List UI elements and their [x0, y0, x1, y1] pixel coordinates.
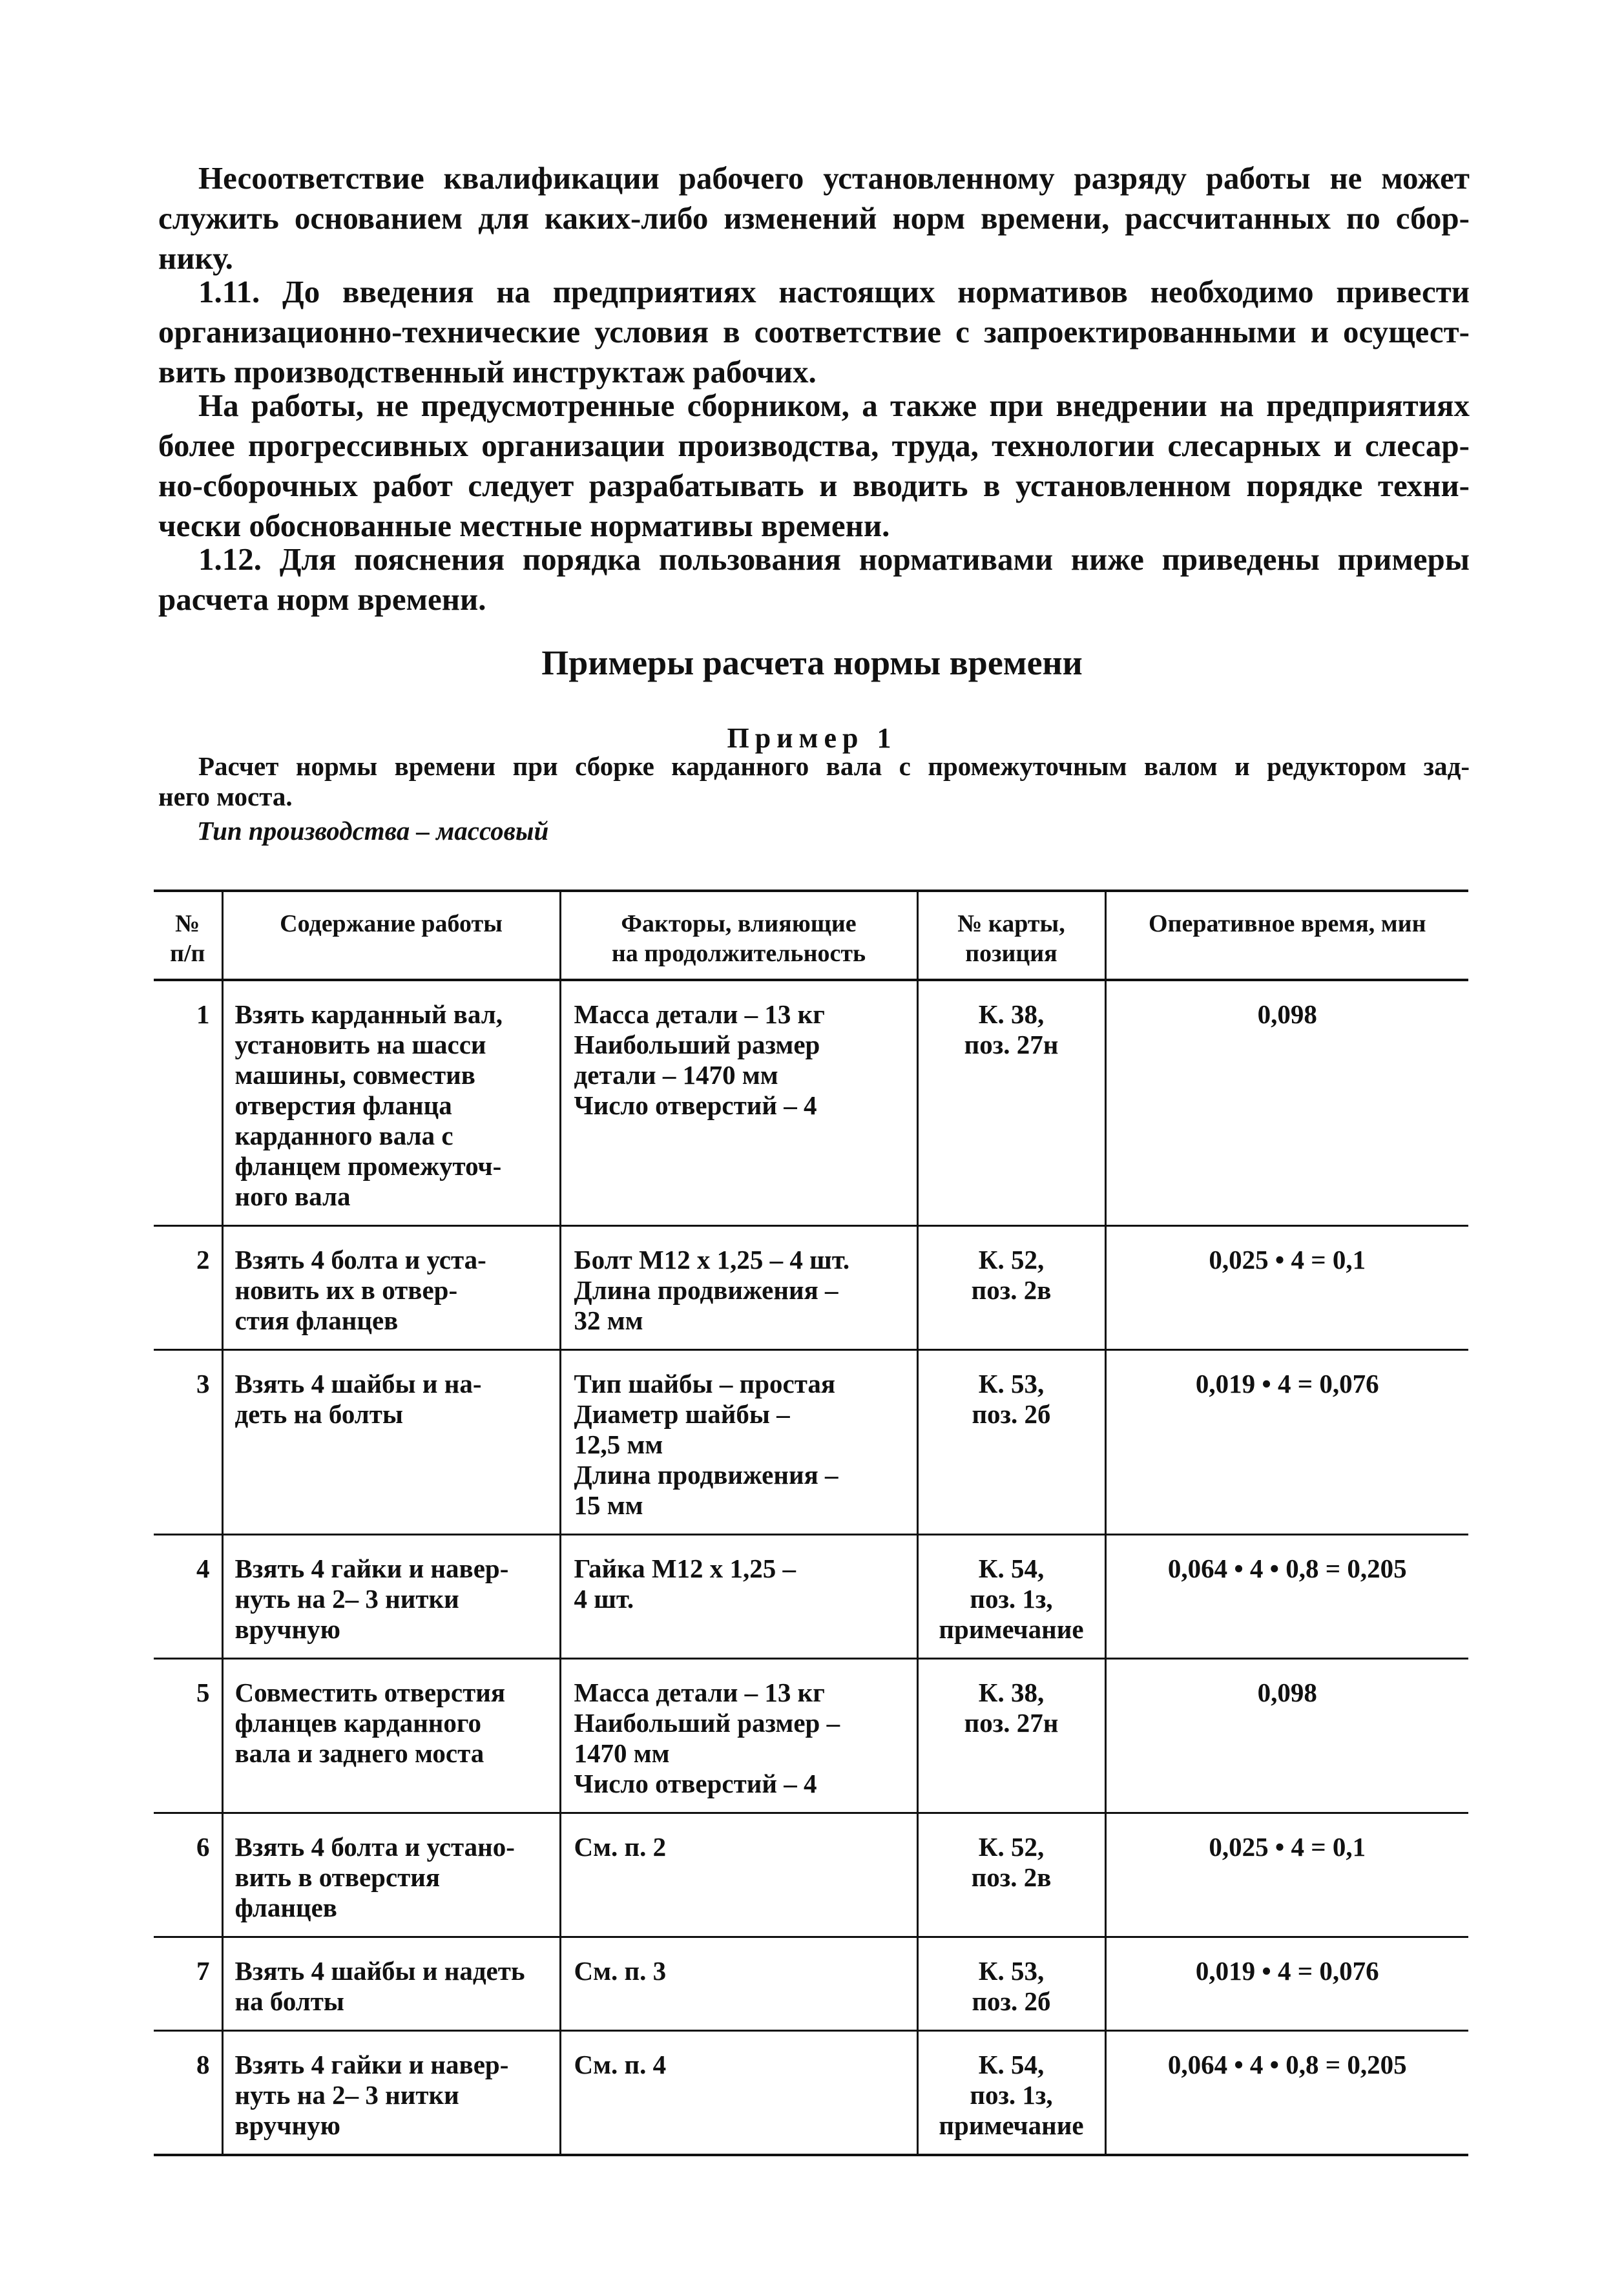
cell-work: Совместить отверстия фланцев карданного вала и заднего моста: [222, 1659, 560, 1813]
cell-work: Взять 4 болта и устано- вить в отверстия фланцев: [222, 1813, 560, 1937]
cell-num: 7: [196, 1956, 210, 1986]
cell-time: 0,064 • 4 • 0,8 = 0,205: [1105, 2031, 1468, 2156]
paragraph-1-11: [158, 272, 1470, 392]
header-factors: Факторы, влияющие на продолжительность: [560, 891, 917, 980]
table-header-row: [154, 891, 1468, 980]
cell-work: Взять карданный вал, установить на шасси машины, совместив отверстия фланца карданного вала с фланцем промежуточ- ного вала: [222, 980, 560, 1226]
cell-time: 0,064 • 4 • 0,8 = 0,205: [1105, 1535, 1468, 1659]
table-row: [154, 1226, 1468, 1350]
table-row: [154, 1813, 1468, 1937]
paragraph-line: расчета норм времени.: [158, 581, 486, 617]
table-row: [154, 1535, 1468, 1659]
cell-num: 1: [196, 999, 210, 1029]
paragraph-qualification: [158, 158, 1470, 278]
paragraph-line: На работы, не предусмотренные сборником, а также при внедрении на предприятиях: [198, 388, 1470, 423]
cell-factors: Болт М12 х 1,25 – 4 шт. Длина продвижения – 32 мм: [560, 1226, 917, 1350]
cell-card: К. 53, поз. 2б: [917, 1937, 1105, 2031]
cell-time: 0,019 • 4 = 0,076: [1105, 1350, 1468, 1535]
cell-time: 0,025 • 4 = 0,1: [1105, 1226, 1468, 1350]
cell-num: 5: [196, 1678, 210, 1707]
paragraph-line: 1.11. До введения на предприятиях настоящих нормативов необходимо привести: [198, 274, 1470, 309]
header-time: Оперативное время, мин: [1105, 891, 1468, 980]
cell-card: К. 52, поз. 2в: [917, 1226, 1105, 1350]
cell-factors: Масса детали – 13 кг Наибольший размер – 1470 мм Число отверстий – 4: [560, 1659, 917, 1813]
cell-card: К. 38, поз. 27н: [917, 980, 1105, 1226]
cell-num: 8: [196, 2050, 210, 2079]
cell-num: 6: [196, 1832, 210, 1862]
cell-factors: См. п. 4: [560, 2031, 917, 2156]
table-row: [154, 1350, 1468, 1535]
cell-num: 3: [196, 1369, 210, 1399]
cell-factors: См. п. 3: [560, 1937, 917, 2031]
paragraph-line: чески обоснованные местные нормативы времени.: [158, 508, 890, 543]
table-row: [154, 980, 1468, 1226]
paragraph-line: организационно-технические условия в соответствие с запроектированными и осущест-: [158, 314, 1470, 349]
header-num: № п/п: [170, 910, 205, 967]
cell-factors: Масса детали – 13 кг Наибольший размер детали – 1470 мм Число отверстий – 4: [560, 980, 917, 1226]
description-line: него моста.: [158, 782, 293, 811]
example-description: [158, 751, 1470, 812]
norm-calculation-table: [154, 890, 1468, 2156]
paragraph-local-norms: [158, 386, 1470, 546]
cell-card: К. 52, поз. 2в: [917, 1813, 1105, 1937]
paragraph-line: 1.12. Для пояснения порядка пользования нормативами ниже приведены примеры: [198, 541, 1470, 577]
cell-work: Взять 4 гайки и навер- нуть на 2– 3 нитки вручную: [222, 1535, 560, 1659]
cell-factors: Гайка М12 х 1,25 – 4 шт.: [560, 1535, 917, 1659]
paragraph-1-12: [158, 539, 1470, 619]
paragraph-line: более прогрессивных организации производства, труда, технологии слесарных и слесар-: [158, 428, 1470, 463]
cell-factors: Тип шайбы – простая Диаметр шайбы – 12,5 мм Длина продвижения – 15 мм: [560, 1350, 917, 1535]
cell-work: Взять 4 гайки и навер- нуть на 2– 3 нитки вручную: [222, 2031, 560, 2156]
header-work: Содержание работы: [222, 891, 560, 980]
cell-card: К. 54, поз. 1з, примечание: [917, 1535, 1105, 1659]
cell-work: Взять 4 болта и уста- новить их в отвер- стия фланцев: [222, 1226, 560, 1350]
cell-time: 0,025 • 4 = 0,1: [1105, 1813, 1468, 1937]
table-row: [154, 2031, 1468, 2156]
paragraph-line: Несоответствие квалификации рабочего установленному разряду работы не может: [198, 160, 1470, 196]
cell-num: 2: [196, 1245, 210, 1275]
header-card: № карты, позиция: [917, 891, 1105, 980]
cell-card: К. 54, поз. 1з, примечание: [917, 2031, 1105, 2156]
cell-time: 0,098: [1105, 1659, 1468, 1813]
section-heading: Примеры расчета нормы времени: [541, 643, 1083, 682]
cell-time: 0,098: [1105, 980, 1468, 1226]
example-title: Пример 1: [727, 722, 897, 754]
cell-factors: См. п. 2: [560, 1813, 917, 1937]
table-row: [154, 1937, 1468, 2031]
cell-card: К. 53, поз. 2б: [917, 1350, 1105, 1535]
production-type: Тип производства – массовый: [197, 816, 549, 846]
cell-num: 4: [196, 1554, 210, 1583]
paragraph-line: нику.: [158, 240, 233, 276]
paragraph-line: служить основанием для каких-либо изменений норм времени, рассчитанных по сбор-: [158, 200, 1470, 236]
description-line: Расчет нормы времени при сборке карданного вала с промежуточным валом и редуктором зад-: [198, 751, 1470, 781]
cell-time: 0,019 • 4 = 0,076: [1105, 1937, 1468, 2031]
cell-work: Взять 4 шайбы и надеть на болты: [222, 1937, 560, 2031]
table-row: [154, 1659, 1468, 1813]
cell-work: Взять 4 шайбы и на- деть на болты: [222, 1350, 560, 1535]
paragraph-line: но-сборочных работ следует разрабатывать и вводить в установленном порядке техни-: [158, 468, 1470, 503]
cell-card: К. 38, поз. 27н: [917, 1659, 1105, 1813]
paragraph-line: вить производственный инструктаж рабочих.: [158, 354, 817, 390]
